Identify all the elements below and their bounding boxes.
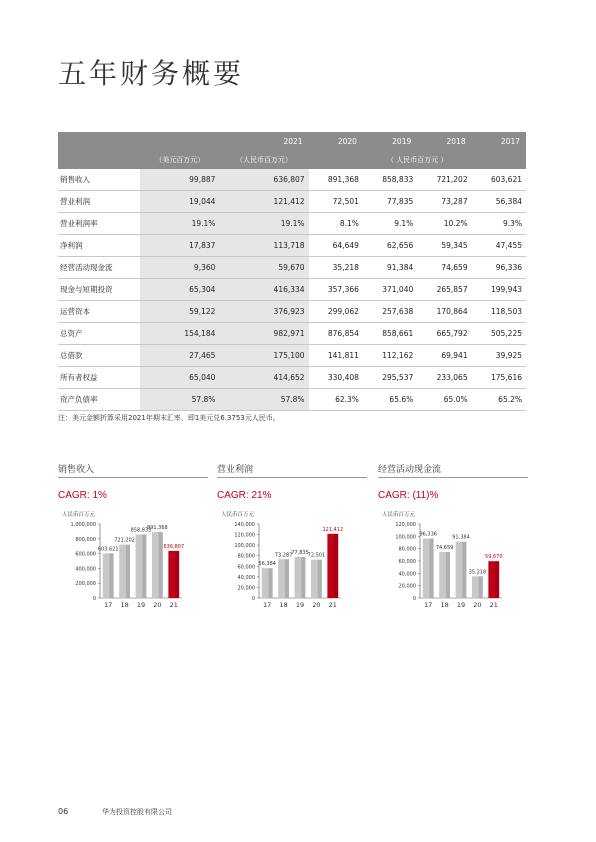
cell-v2019: 858,661 [363,323,417,345]
data-label: 121,412 [322,526,344,533]
cell-usd: 57.8% [140,389,219,411]
bar-shade [318,560,322,598]
y-tick-label: 800,000 [75,536,96,543]
chart-title: 营业利润 [217,462,367,478]
cell-v2017: 9.3% [472,213,526,235]
x-tick-label: 18 [279,601,288,609]
x-tick-label: 19 [295,601,305,609]
row-label: 销售收入 [58,169,140,191]
unit-header-row [58,151,526,169]
data-label: 56,384 [258,561,276,568]
data-label: 636,807 [163,543,185,550]
bar-shade [462,542,466,598]
data-label: 858,833 [130,527,152,534]
cagr-label: CAGR: 1% [58,490,107,501]
cell-v2018: 10.2% [417,213,471,235]
cell-v2018: 59,345 [417,235,471,257]
row-label: 经营活动现金流 [58,257,140,279]
y-tick-label: 60,000 [398,559,416,565]
cell-v2020: 141,811 [309,345,363,367]
year-2021-header: 2021 [140,132,309,151]
row-label: 现金与短期投资 [58,279,140,301]
table-row [58,367,526,389]
x-tick-label: 17 [104,601,113,609]
x-tick-label: 20 [153,601,162,609]
cell-rmb: 59,670 [219,257,308,279]
y-tick-label: 20,000 [398,583,416,590]
cell-usd: 65,304 [140,279,219,301]
cell-v2020: 62.3% [309,389,363,411]
table-row [58,169,526,191]
cell-v2018: 65.0% [417,389,471,411]
cell-v2018: 721,202 [417,169,471,191]
y-tick-label: 1,000,000 [70,522,96,528]
x-tick-label: 19 [136,601,146,609]
year-2017-header: 2017 [472,132,526,151]
cell-usd: 59,122 [140,301,219,323]
cell-v2017: 96,336 [472,257,526,279]
revenue-chart-block [58,462,208,652]
data-label: 77,835 [291,549,309,556]
cell-v2017: 56,384 [472,191,526,213]
year-header-row [58,132,526,151]
y-tick-label: 0 [251,596,255,602]
page-title: 五年财务概要 [58,57,245,90]
y-tick-label: 200,000 [75,581,96,588]
cell-v2018: 233,065 [417,367,471,389]
y-tick-label: 100,000 [234,543,255,550]
cell-v2018: 170,864 [417,301,471,323]
cell-v2019: 77,835 [363,191,417,213]
cell-usd: 65,040 [140,367,219,389]
bar-shade [175,551,179,598]
x-tick-label: 18 [120,601,129,609]
operating-profit-chart-block [217,462,367,652]
cell-v2017: 603,621 [472,169,526,191]
x-tick-label: 19 [456,601,466,609]
cell-v2020: 876,854 [309,323,363,345]
cell-rmb: 19.1% [219,213,308,235]
chart-title: 销售收入 [58,462,208,478]
page-number: 06 [58,807,69,816]
row-label: 净利润 [58,235,140,257]
y-tick-label: 60,000 [237,564,255,571]
cell-v2018: 69,941 [417,345,471,367]
y-tick-label: 400,000 [75,566,96,573]
cell-v2018: 74,659 [417,257,471,279]
chart-unit: 人民币百万元 [62,512,96,518]
y-tick-label: 100,000 [395,534,416,541]
data-label: 74,659 [435,544,454,551]
y-tick-label: 120,000 [395,522,416,528]
data-label: 35,218 [468,569,487,576]
cell-v2020: 35,218 [309,257,363,279]
data-label: 891,368 [147,525,168,532]
cell-v2020: 64,649 [309,235,363,257]
y-tick-label: 80,000 [398,546,416,553]
y-tick-label: 0 [92,596,96,602]
cell-v2020: 330,408 [309,367,363,389]
data-label: 603,621 [97,546,119,553]
y-tick-label: 40,000 [398,571,416,578]
cell-rmb: 175,100 [219,345,308,367]
table-row [58,279,526,301]
row-label: 运营资本 [58,301,140,323]
bar-shade [429,539,433,598]
x-tick-label: 17 [424,601,433,609]
cell-v2019: 371,040 [363,279,417,301]
bar-shade [479,576,483,598]
cell-v2017: 199,943 [472,279,526,301]
y-tick-label: 600,000 [75,551,96,558]
cagr-label: CAGR: (11)% [378,490,439,501]
chart-unit: 人民币百万元 [382,512,416,518]
year-2020-header: 2020 [309,132,363,151]
x-tick-label: 21 [489,601,498,609]
table-row [58,323,526,345]
cell-v2019: 257,638 [363,301,417,323]
cell-v2019: 112,162 [363,345,417,367]
cell-v2020: 72,501 [309,191,363,213]
cell-usd: 19.1% [140,213,219,235]
row-label: 所有者权益 [58,367,140,389]
year-2019-header: 2019 [363,132,417,151]
cell-usd: 154,184 [140,323,219,345]
cell-v2019: 91,384 [363,257,417,279]
table-row [58,301,526,323]
year-2018-header: 2018 [417,132,471,151]
cell-v2019: 858,833 [363,169,417,191]
chart-title: 经营活动现金流 [378,462,528,478]
financial-summary-table [58,132,526,411]
cagr-label: CAGR: 21% [217,490,272,501]
cell-usd: 99,887 [140,169,219,191]
cell-v2017: 47,455 [472,235,526,257]
exchange-rate-note: 注：美元金额折算采用2021年期末汇率，即1美元兑6.3753元人民币。 [58,414,280,422]
bar-shade [301,557,305,598]
cell-v2019: 62,656 [363,235,417,257]
y-tick-label: 140,000 [234,522,255,528]
bar-shade [142,534,146,598]
table-row [58,345,526,367]
cell-rmb: 414,652 [219,367,308,389]
x-tick-label: 17 [263,601,272,609]
y-tick-label: 20,000 [237,585,255,592]
cell-v2017: 39,925 [472,345,526,367]
bar-shade [126,545,130,598]
operating-cash-flow-chart-block [378,462,528,652]
row-label: 总资产 [58,323,140,345]
unit-blank-cell [58,151,140,169]
cell-v2017: 505,225 [472,323,526,345]
cell-rmb: 376,923 [219,301,308,323]
cell-rmb: 982,971 [219,323,308,345]
unit-rmb-multi-header: （ 人民币百万元 ） [309,151,526,169]
data-label: 96,336 [419,531,437,538]
row-label: 营业利润率 [58,213,140,235]
data-label: 72,501 [307,552,326,559]
cell-rmb: 121,412 [219,191,308,213]
table-row [58,213,526,235]
revenue-bar-chart [58,518,198,618]
cell-v2018: 265,857 [417,279,471,301]
x-tick-label: 21 [169,601,178,609]
bar-shade [285,559,289,598]
cell-v2017: 118,503 [472,301,526,323]
y-tick-label: 0 [412,596,416,602]
table-row [58,235,526,257]
bar-shade [109,553,113,598]
table-row [58,257,526,279]
cell-rmb: 113,718 [219,235,308,257]
cell-rmb: 57.8% [219,389,308,411]
cell-v2017: 175,616 [472,367,526,389]
cell-v2019: 295,537 [363,367,417,389]
data-label: 73,287 [274,552,293,559]
chart-unit: 人民币百万元 [221,512,255,518]
row-label: 总借款 [58,345,140,367]
cell-usd: 19,044 [140,191,219,213]
operating-profit-bar-chart [217,518,357,618]
bar-shade [334,534,338,598]
table-row [58,389,526,411]
x-tick-label: 18 [440,601,449,609]
header-blank-cell [58,132,140,151]
cell-v2019: 9.1% [363,213,417,235]
bar-shade [159,532,163,598]
company-name: 华为投资控股有限公司 [102,808,172,816]
cell-v2020: 299,062 [309,301,363,323]
cell-v2020: 891,368 [309,169,363,191]
x-tick-label: 20 [473,601,482,609]
row-label: 资产负债率 [58,389,140,411]
cell-v2019: 65.6% [363,389,417,411]
cell-usd: 17,837 [140,235,219,257]
cell-rmb: 636,807 [219,169,308,191]
table-row [58,191,526,213]
y-tick-label: 80,000 [237,553,255,560]
cell-usd: 9,360 [140,257,219,279]
cell-usd: 27,465 [140,345,219,367]
data-label: 91,384 [452,534,470,541]
unit-usd-header: （美元百万元） [140,151,219,169]
bar-shade [495,561,499,598]
table-body [58,132,526,411]
x-tick-label: 20 [312,601,321,609]
y-tick-label: 40,000 [237,574,255,581]
x-tick-label: 21 [328,601,337,609]
data-label: 59,670 [485,554,503,561]
cell-v2018: 73,287 [417,191,471,213]
cell-v2020: 357,366 [309,279,363,301]
bar-shade [446,552,450,598]
cell-v2017: 65.2% [472,389,526,411]
data-label: 721,202 [114,537,135,544]
cell-rmb: 416,334 [219,279,308,301]
cell-v2018: 665,792 [417,323,471,345]
cell-v2020: 8.1% [309,213,363,235]
operating-cash-flow-bar-chart [378,518,518,618]
y-tick-label: 120,000 [234,532,255,539]
bar-shade [268,568,272,598]
unit-rmb-header: （人民币百万元） [219,151,308,169]
row-label: 营业利润 [58,191,140,213]
